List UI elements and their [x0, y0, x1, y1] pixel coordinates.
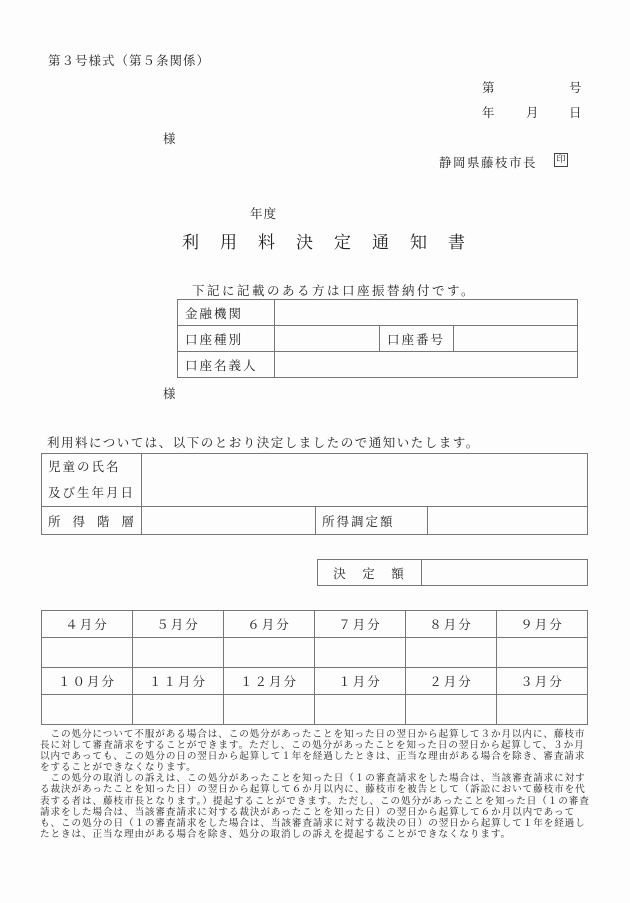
month-amount-cell[interactable] — [42, 695, 133, 725]
income-adjusted-label: 所得調定額 — [316, 507, 428, 535]
issuer-name: 静岡県藤枝市長 — [439, 155, 538, 170]
month-amount-cell[interactable] — [133, 638, 224, 668]
bank-addressee-suffix: 様 — [163, 386, 177, 401]
decision-intro: 利用料については、以下のとおり決定しましたので通知いたします。 — [47, 435, 480, 450]
account-holder-field[interactable] — [275, 352, 578, 378]
amount-table — [317, 559, 588, 586]
month-amount-cell[interactable] — [497, 638, 588, 668]
month-header: ３月分 — [497, 668, 588, 695]
bank-intro: 下記に記載のある方は口座振替納付です。 — [192, 283, 477, 298]
month-header: １２月分 — [224, 668, 315, 695]
institution-field[interactable] — [275, 300, 578, 326]
account-number-field[interactable] — [454, 326, 578, 352]
month-header: １月分 — [315, 668, 406, 695]
fiscal-year-label: 年度 — [250, 206, 278, 221]
child-label-line2: 及び生年月日 — [48, 485, 136, 500]
month-amount-cell[interactable] — [406, 695, 497, 725]
month-amount-cell[interactable] — [224, 695, 315, 725]
month-header: ４月分 — [42, 611, 133, 638]
seal-icon: 印 — [554, 153, 568, 167]
institution-label: 金融機関 — [178, 300, 275, 326]
month-header: １１月分 — [133, 668, 224, 695]
date-day: 日 — [569, 105, 583, 120]
month-amount-cell[interactable] — [315, 638, 406, 668]
month-header: １０月分 — [42, 668, 133, 695]
account-holder-label: 口座名義人 — [178, 352, 275, 378]
month-amount-cell[interactable] — [406, 638, 497, 668]
account-number-label: 口座番号 — [380, 326, 454, 352]
child-label-line1: 児童の氏名 — [48, 459, 121, 474]
date-month: 月 — [526, 105, 540, 120]
amount-field[interactable] — [422, 560, 588, 586]
month-header: ６月分 — [224, 611, 315, 638]
form-number: 第３号様式（第５条関係） — [48, 53, 211, 68]
account-type-label: 口座種別 — [178, 326, 275, 352]
amount-label: 決 定 額 — [318, 560, 422, 586]
month-header: ５月分 — [133, 611, 224, 638]
child-label — [42, 454, 142, 507]
document-title: 利 用 料 決 定 通 知 書 — [182, 233, 467, 253]
note-lawsuit: この処分の取消しの訴えは、この処分があったことを知った日（１の審査請求をした場合は、当該審査請求に対する裁決があったことを知った日）の翌日から起算して６か月以内に、藤枝市を被告として（訴訟において藤枝市を代表する者は、藤枝市長となります。）提起することができます。ただし、この処分があったことを知った日（１の審査請求をした場合は、当該審査請求に対する裁決があったことを知った日）の翌日から起算して６か月以内であっても、この処分の日（１の審査請求をした場合は、当該審査請求に対する裁決の日）の翌日から起算して１年を経過したときは、正当な理由がある場合を除き、処分の取消しの訴えを提起することができなくなります。 — [40, 773, 590, 840]
month-amount-cell[interactable] — [497, 695, 588, 725]
month-header: ９月分 — [497, 611, 588, 638]
legal-notes — [40, 729, 590, 840]
month-amount-cell[interactable] — [224, 638, 315, 668]
month-header: ２月分 — [406, 668, 497, 695]
addressee-suffix: 様 — [163, 131, 177, 146]
month-amount-cell[interactable] — [42, 638, 133, 668]
income-adjusted-field[interactable] — [428, 507, 588, 535]
child-field[interactable] — [142, 454, 588, 507]
child-info-table — [41, 453, 588, 535]
month-amount-cell[interactable] — [133, 695, 224, 725]
month-header: ７月分 — [315, 611, 406, 638]
income-tier-label: 所 得 階 層 — [42, 507, 142, 535]
document-number-suffix: 号 — [569, 80, 583, 95]
income-tier-field[interactable] — [142, 507, 316, 535]
document-number-prefix: 第 — [482, 80, 496, 95]
bank-table — [177, 299, 578, 378]
monthly-table — [41, 610, 588, 725]
note-appeal: この処分について不服がある場合は、この処分があったことを知った日の翌日から起算して３か月以内に、藤枝市長に対して審査請求をすることができます。ただし、この処分があったことを知った日の翌日から起算して、３か月以内であっても、この処分の日の翌日から起算して１年を経過したときは、正当な理由がある場合を除き、審査請求をすることができなくなります。 — [40, 729, 586, 774]
month-amount-cell[interactable] — [315, 695, 406, 725]
account-type-field[interactable] — [275, 326, 380, 352]
date-year: 年 — [482, 105, 496, 120]
month-header: ８月分 — [406, 611, 497, 638]
